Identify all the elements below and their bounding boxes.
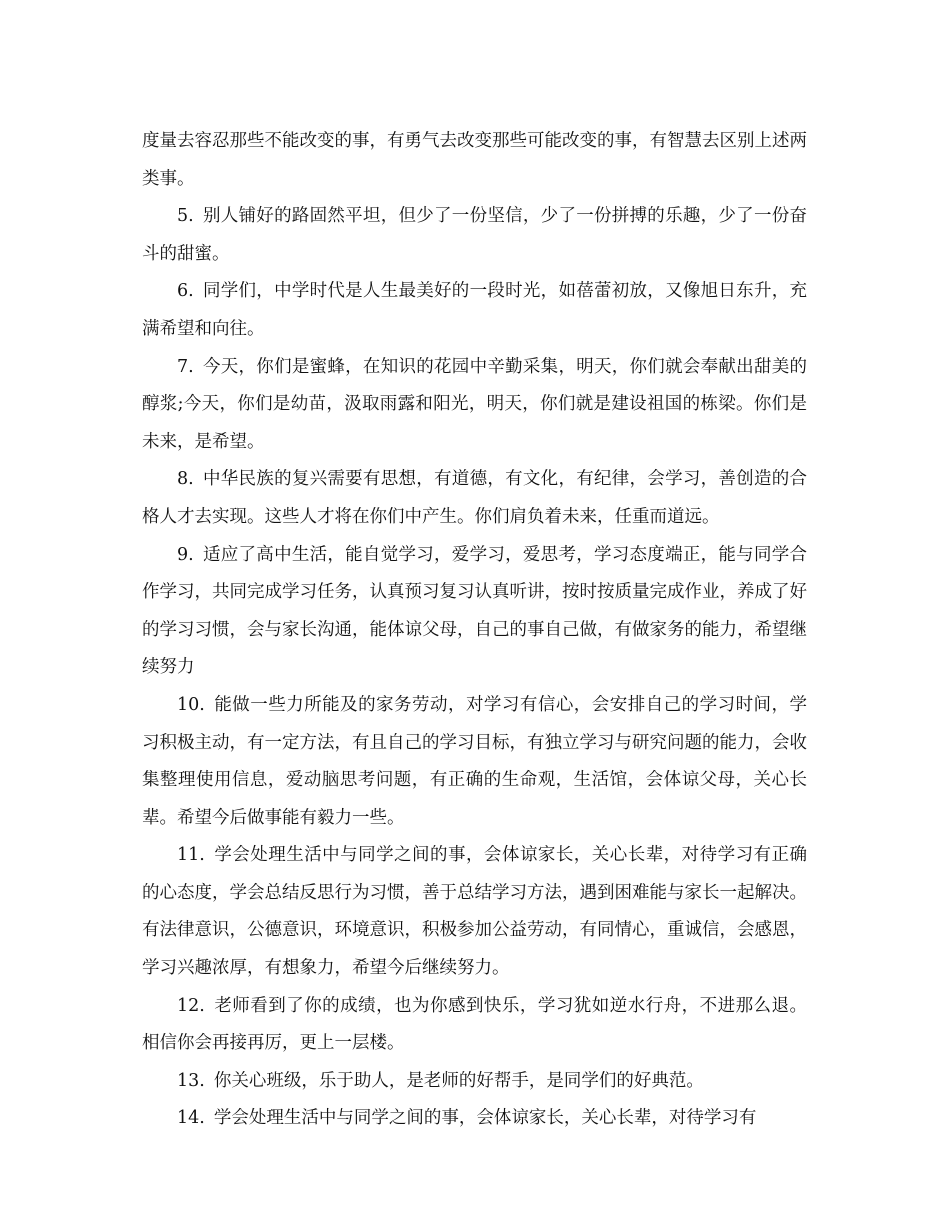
paragraph-number: 8. <box>177 469 194 490</box>
paragraph-number: 14. <box>177 1108 205 1129</box>
paragraph-7: 7. 今天，你们是蜜蜂，在知识的花园中辛勤采集，明天，你们就会奉献出甜美的醇浆;今天，你们是幼苗，汲取雨露和阳光，明天，你们就是建设祖国的栋梁。你们是未来，是希望。 <box>142 356 807 452</box>
paragraph-5: 5. 别人铺好的路固然平坦，但少了一份坚信，少了一份拼搏的乐趣，少了一份奋斗的甜蜜。 <box>142 206 807 264</box>
paragraph-8: 8. 中华民族的复兴需要有思想，有道德，有文化，有纪律，会学习，善创造的合格人才去实现。这些人才将在你们中产生。你们肩负着未来，任重而道远。 <box>142 469 807 527</box>
paragraph-number: 12. <box>177 995 205 1016</box>
paragraph-continued: 度量去容忍那些不能改变的事，有勇气去改变那些可能改变的事，有智慧去区别上述两类事。 <box>142 131 807 189</box>
paragraph-number: 11. <box>177 845 205 866</box>
paragraph-number: 7. <box>177 356 194 377</box>
paragraph-number: 6. <box>177 281 194 302</box>
paragraph-number: 9. <box>177 544 194 565</box>
paragraph-13: 13. 你关心班级，乐于助人，是老师的好帮手，是同学们的好典范。 <box>177 1070 704 1091</box>
paragraph-number: 13. <box>177 1070 205 1091</box>
paragraph-6: 6. 同学们，中学时代是人生最美好的一段时光，如蓓蕾初放，又像旭日东升，充满希望和向往。 <box>142 281 807 339</box>
body-text <box>142 123 807 1138</box>
paragraph-10: 10. 能做一些力所能及的家务劳动，对学习有信心，会安排自己的学习时间，学习积极主动，有一定方法，有且自己的学习目标，有独立学习与研究问题的能力，会收集整理使用信息，爱动脑思考问题，有正确的生命观，生活馆，会体谅父母，关心长辈。希望今后做事能有毅力一些。 <box>142 694 807 828</box>
paragraph-12: 12. 老师看到了你的成绩，也为你感到快乐，学习犹如逆水行舟，不进那么退。相信你会再接再厉，更上一层楼。 <box>142 995 807 1054</box>
paragraph-number: 10. <box>177 694 205 715</box>
paragraph-14: 14. 学会处理生活中与同学之间的事，会体谅家长，关心长辈，对待学习有 <box>177 1108 757 1129</box>
paragraph-9: 9. 适应了高中生活，能自觉学习，爱学习，爱思考，学习态度端正，能与同学合作学习，共同完成学习任务，认真预习复习认真听讲，按时按质量完成作业，养成了好的学习习惯，会与家长沟通，能体谅父母，自己的事自己做，有做家务的能力，希望继续努力 <box>142 544 807 678</box>
paragraph-number: 5. <box>177 206 194 227</box>
paragraph-11: 11. 学会处理生活中与同学之间的事，会体谅家长，关心长辈，对待学习有正确的心态度，学会总结反思行为习惯，善于总结学习方法，遇到困难能与家长一起解决。有法律意识，公德意识，环境意识，积极参加公益劳动，有同情心，重诚信，会感恩，学习兴趣浓厚，有想象力，希望今后继续努力。 <box>142 845 807 979</box>
